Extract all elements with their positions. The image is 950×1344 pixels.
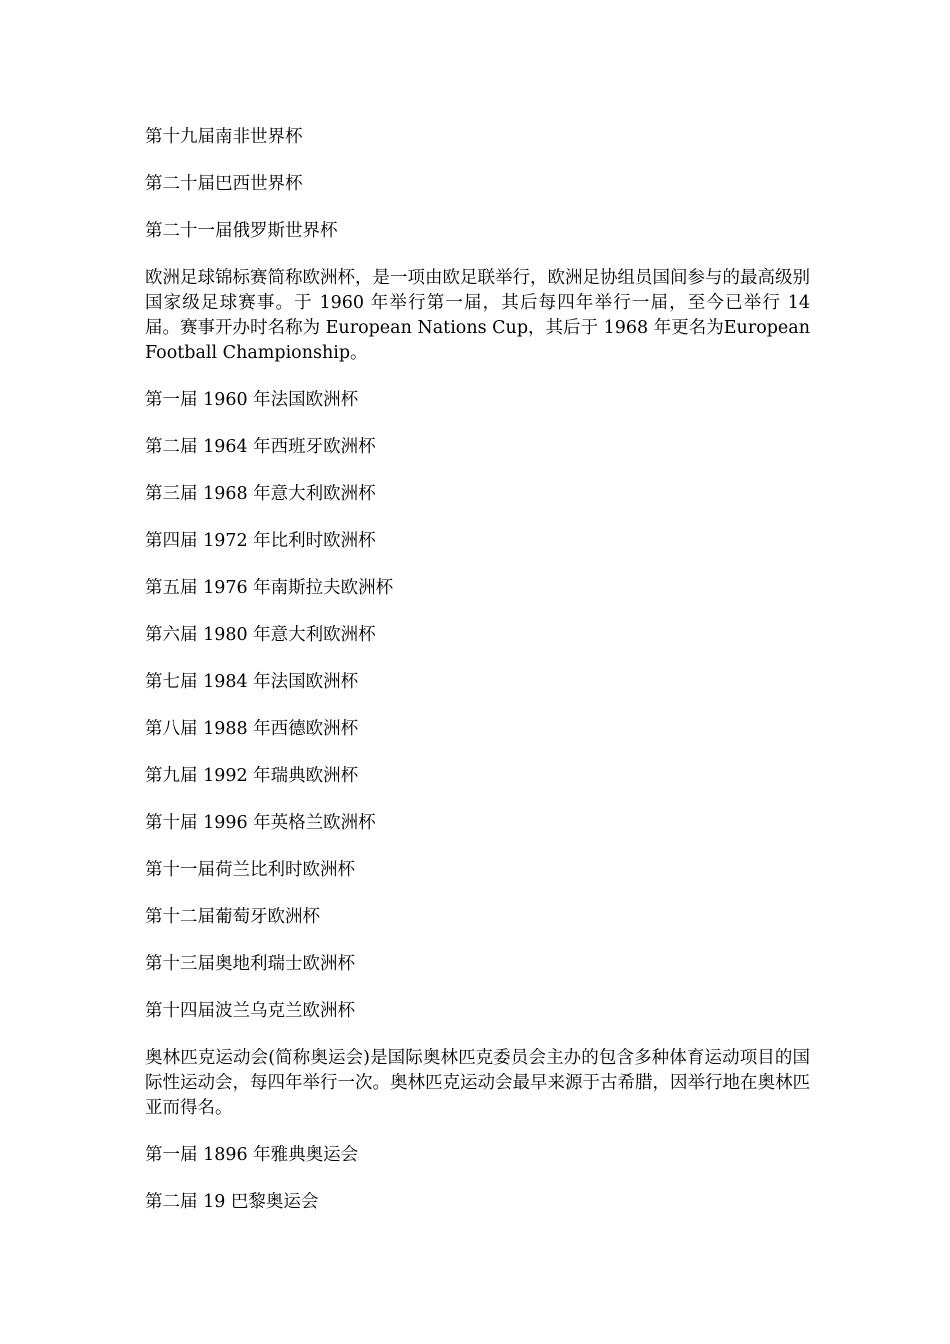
euro-item-10: 第十届 1996 年英格兰欧洲杯: [145, 813, 376, 833]
document-page: [145, 125, 810, 1237]
euro-item-9: 第九届 1992 年瑞典欧洲杯: [145, 766, 359, 786]
euro-item-3: 第三届 1968 年意大利欧洲杯: [145, 484, 376, 504]
world-cup-item-21: 第二十一届俄罗斯世界杯: [145, 221, 338, 241]
euro-intro-paragraph: 欧洲足球锦标赛简称欧洲杯，是一项由欧足联举行，欧洲足协组员国间参与的最高级别国家级足球赛事。于 1960 年举行第一届，其后每四年举行一届，至今已举行 14 届。赛事开办时名称为 European Nations Cup，其后于 1968 年更名为European Football Championship。: [145, 268, 810, 363]
euro-item-12: 第十二届葡萄牙欧洲杯: [145, 907, 320, 927]
euro-item-13: 第十三届奥地利瑞士欧洲杯: [145, 954, 355, 974]
euro-item-6: 第六届 1980 年意大利欧洲杯: [145, 625, 376, 645]
olympic-item-1: 第一届 1896 年雅典奥运会: [145, 1145, 359, 1165]
euro-item-11: 第十一届荷兰比利时欧洲杯: [145, 860, 355, 880]
euro-item-14: 第十四届波兰乌克兰欧洲杯: [145, 1001, 355, 1021]
world-cup-item-19: 第十九届南非世界杯: [145, 127, 303, 147]
euro-item-4: 第四届 1972 年比利时欧洲杯: [145, 531, 376, 551]
world-cup-item-20: 第二十届巴西世界杯: [145, 174, 303, 194]
euro-item-1: 第一届 1960 年法国欧洲杯: [145, 390, 359, 410]
euro-item-8: 第八届 1988 年西德欧洲杯: [145, 719, 359, 739]
euro-item-5: 第五届 1976 年南斯拉夫欧洲杯: [145, 578, 394, 598]
olympic-intro-paragraph: 奥林匹克运动会(简称奥运会)是国际奥林匹克委员会主办的包含多种体育运动项目的国际性运动会，每四年举行一次。奥林匹克运动会最早来源于古希腊，因举行地在奥林匹亚而得名。: [145, 1048, 810, 1118]
euro-item-2: 第二届 1964 年西班牙欧洲杯: [145, 437, 376, 457]
olympic-item-2: 第二届 19 巴黎奥运会: [145, 1192, 319, 1212]
euro-item-7: 第七届 1984 年法国欧洲杯: [145, 672, 359, 692]
